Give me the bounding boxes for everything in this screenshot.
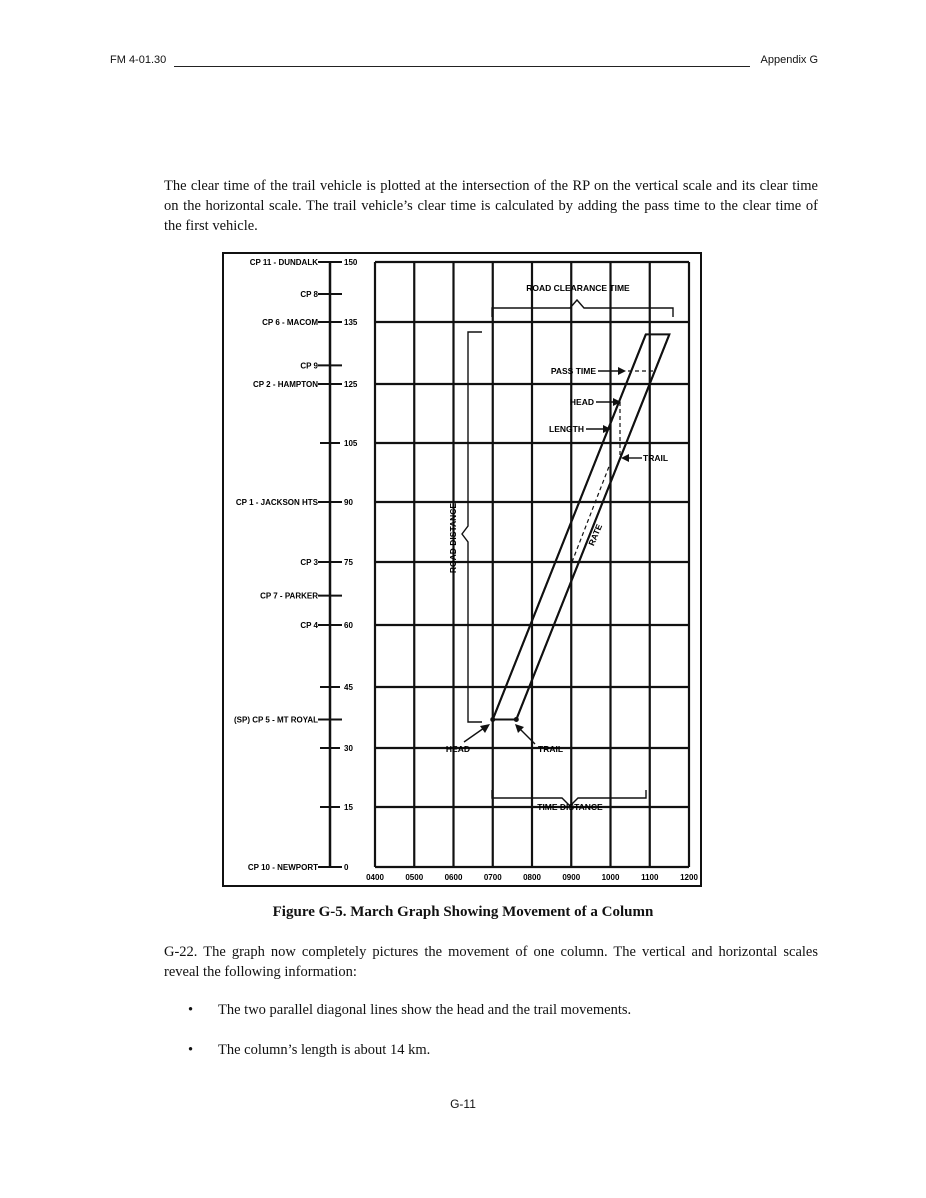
checkpoint-label: CP 3	[300, 558, 318, 567]
page-number: G-11	[450, 1097, 476, 1111]
bullet-item	[164, 1000, 818, 1020]
header-rule	[174, 66, 750, 67]
trail-top-label: TRAIL	[643, 453, 669, 463]
pass-time-label: PASS TIME	[550, 366, 596, 376]
x-tick-label: 0500	[405, 873, 424, 882]
y-tick-label: 150	[344, 258, 358, 267]
bullet-text: The column’s length is about 14 km.	[218, 1042, 431, 1058]
series-lines	[490, 334, 669, 722]
y-tick-label: 135	[344, 318, 358, 327]
x-tick-label: 0900	[562, 873, 581, 882]
march-graph	[222, 252, 702, 887]
bullet-marker: •	[188, 1042, 194, 1058]
figure-caption: Figure G-5. March Graph Showing Movement of a Column	[272, 904, 654, 920]
bullet-text: The two parallel diagonal lines show the head and the trail movements.	[218, 1002, 632, 1018]
x-tick-label: 1000	[601, 873, 620, 882]
bullet-item	[164, 1040, 818, 1060]
bullet-marker: •	[188, 1002, 194, 1018]
intro-paragraph: The clear time of the trail vehicle is plotted at the intersection of the RP on the vertical scale and its clear time on the horizontal scale. The trail vehicle’s clear time is calculated by adding the pass time to the clear time of the first vehicle.	[164, 178, 818, 234]
page-header	[110, 52, 818, 70]
checkpoint-label: CP 2 - HAMPTON	[252, 380, 318, 389]
x-tick-label: 0800	[523, 873, 541, 882]
y-tick-label: 45	[344, 683, 353, 692]
y-tick-label: 105	[344, 439, 358, 448]
trail-bottom-label: TRAIL	[538, 744, 564, 754]
road-clearance-bracket	[492, 300, 673, 317]
grid	[375, 262, 689, 867]
checkpoint-label: CP 7 - PARKER	[260, 591, 318, 601]
checkpoint-label: CP 9	[300, 361, 318, 371]
figure-frame	[223, 253, 701, 886]
checkpoint-label: (SP) CP 5 - MT ROYAL	[233, 715, 318, 725]
checkpoint-label: CP 10 - NEWPORT	[247, 863, 318, 872]
y-tick-label: 15	[344, 803, 353, 812]
road-distance-label: ROAD DISTANCE	[448, 502, 458, 574]
checkpoint-label: CP 1 - JACKSON HTS	[235, 498, 318, 507]
y-tick-label: 125	[344, 380, 358, 389]
head-bottom-arrowhead	[480, 724, 490, 733]
y-tick-label: 30	[344, 744, 353, 753]
x-tick-label: 0400	[366, 873, 384, 882]
x-tick-label: 1200	[680, 873, 698, 882]
time-distance-label: TIME DISTANCE	[537, 802, 603, 812]
y-tick-label: 60	[344, 621, 353, 630]
header-section: Appendix G	[760, 54, 818, 66]
axes	[234, 258, 698, 882]
head-line	[493, 334, 646, 719]
head-bottom-label: HEAD	[445, 744, 470, 754]
checkpoint-label: CP 6 - MACOM	[262, 318, 318, 327]
y-tick-label: 90	[344, 498, 353, 507]
rate-dash	[572, 464, 610, 562]
column-band	[493, 334, 670, 719]
pass-time-arrowhead	[618, 367, 626, 375]
length-label: LENGTH	[549, 424, 584, 434]
paragraph-g22: G-22. The graph now completely pictures the movement of one column. The vertical and horizontal scales reveal the following information:	[164, 944, 818, 980]
y-tick-label: 75	[344, 558, 353, 567]
annotations	[446, 283, 673, 812]
start-point	[490, 717, 495, 722]
y-tick-label: 0	[344, 863, 349, 872]
rate-label: RATE	[586, 522, 605, 548]
header-doc-id: FM 4-01.30	[110, 54, 167, 66]
head-bottom-arrow	[464, 728, 484, 742]
road-distance-bracket	[462, 332, 482, 722]
x-tick-label: 1100	[641, 873, 659, 882]
x-tick-label: 0600	[444, 873, 463, 882]
checkpoint-label: CP 8	[300, 290, 318, 299]
head-top-label: HEAD	[569, 397, 594, 407]
checkpoint-label: CP 11 - DUNDALK	[249, 258, 318, 267]
checkpoint-label: CP 4	[300, 621, 318, 630]
x-tick-label: 0700	[483, 873, 502, 882]
bullet-list	[164, 1000, 818, 1080]
start-point	[514, 717, 519, 722]
road-clearance-label: ROAD CLEARANCE TIME	[526, 283, 630, 293]
